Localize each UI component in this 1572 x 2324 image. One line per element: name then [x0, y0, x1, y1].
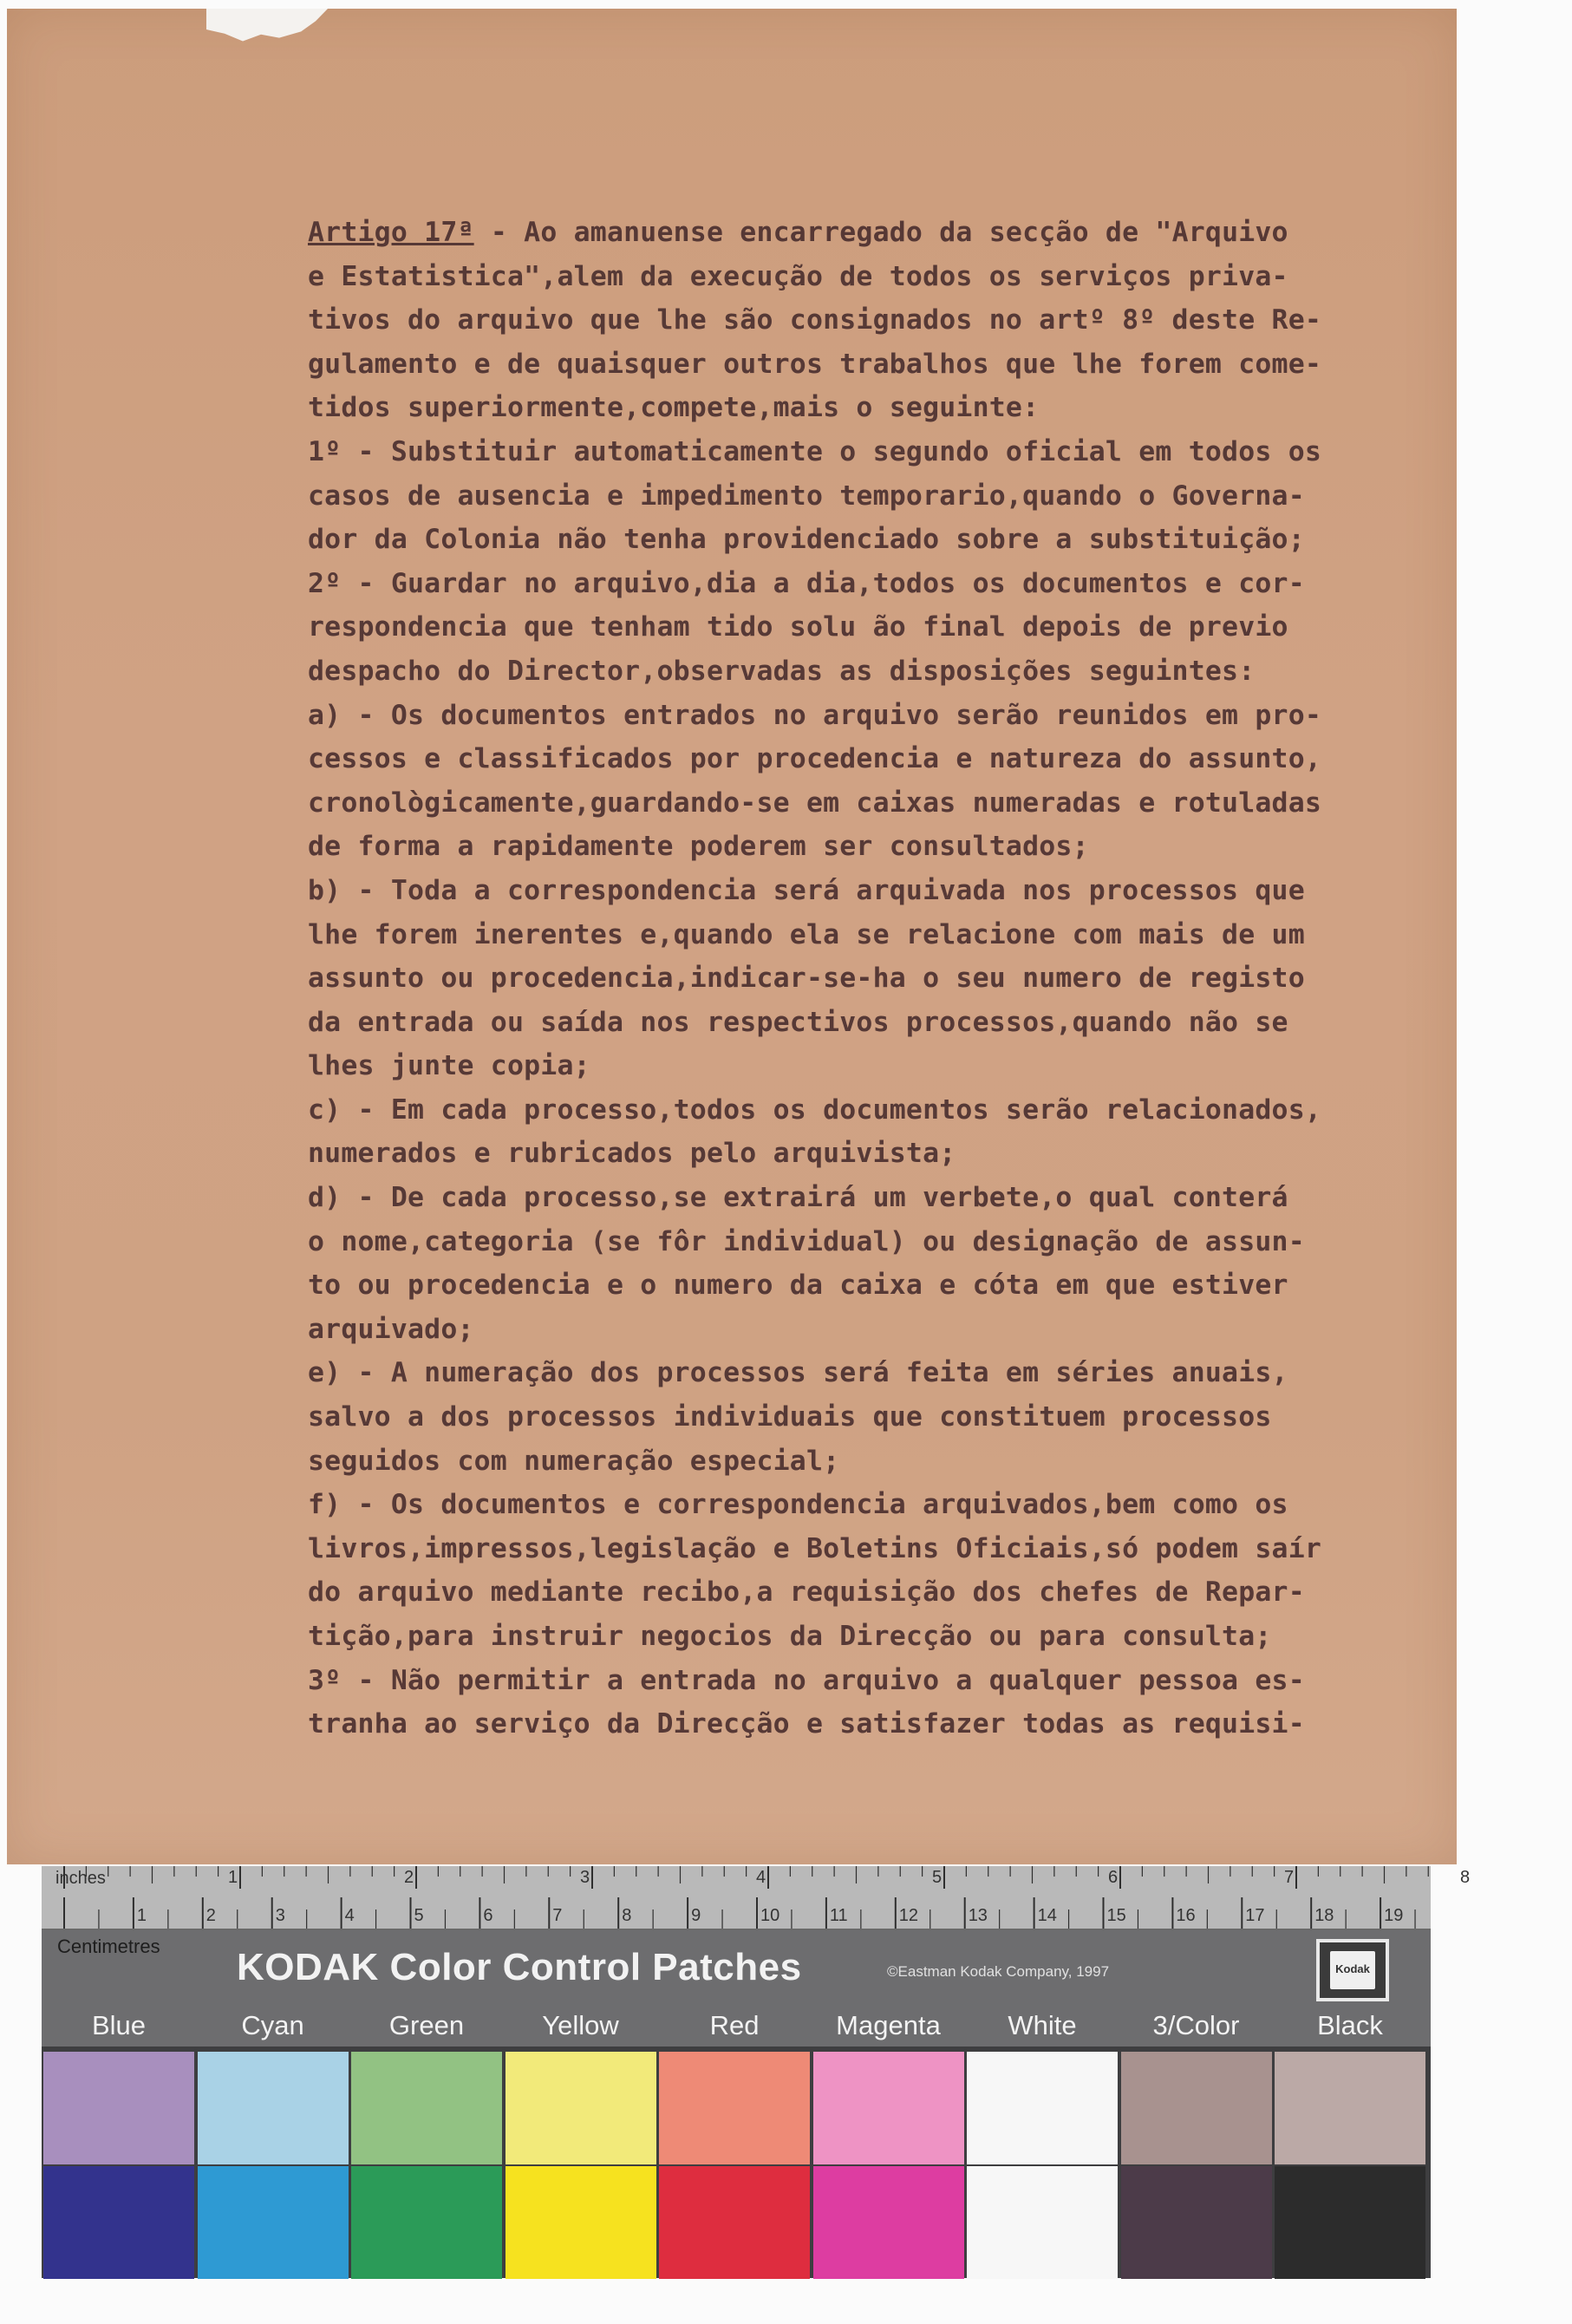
text-line: da entrada ou saída nos respectivos processos,quando não se [308, 1006, 1288, 1038]
color-patch-top [43, 2052, 194, 2164]
text-line: gulamento e de quaisquer outros trabalhos que lhe forem come- [308, 348, 1322, 380]
cm-number: 6 [483, 1906, 493, 1925]
text-line: Artigo 17ª - Ao amanuense encarregado da secção de "Arquivo [308, 217, 1288, 248]
text-line: despacho do Director,observadas as disposições seguintes: [308, 655, 1256, 687]
text-line: d) - De cada processo,se extrairá um verbete,o qual conterá [308, 1182, 1288, 1214]
text-line: cessos e classificados por procedencia e natureza do assunto, [308, 743, 1322, 775]
inch-number: 8 [1460, 1868, 1471, 1887]
cm-number: 18 [1314, 1906, 1334, 1925]
patch-label: Yellow [542, 2010, 619, 2040]
text-line: o nome,categoria (se fôr individual) ou designação de assun- [308, 1225, 1305, 1257]
text-line: e) - A numeração dos processos será feita em séries anuais, [308, 1357, 1288, 1389]
color-patch-bottom [351, 2166, 502, 2279]
text-line: tivos do arquivo que lhe são consignados no artº 8º deste Re- [308, 304, 1322, 336]
patch-label: Green [388, 2010, 465, 2040]
patch-label: Magenta [836, 2010, 941, 2040]
text-line: de forma a rapidamente poderem ser consultados; [308, 831, 1089, 863]
cm-number: 4 [344, 1906, 355, 1925]
text-line: f) - Os documentos e correspondencia arquivados,bem como os [308, 1489, 1288, 1521]
cm-number: 9 [691, 1906, 701, 1925]
text-line: lhes junte copia; [308, 1050, 590, 1082]
card-title: KODAK Color Control Patches [237, 1946, 802, 1988]
patch-label: White [1008, 2010, 1077, 2040]
copyright-text: ©Eastman Kodak Company, 1997 [887, 1963, 1110, 1980]
cm-number: 3 [275, 1906, 285, 1925]
cm-number: 12 [898, 1906, 919, 1925]
color-patch-bottom [659, 2166, 810, 2279]
kodak-logo [1316, 1939, 1389, 2001]
cm-number: 13 [968, 1906, 988, 1925]
color-patch-top [198, 2052, 349, 2164]
torn-corner [206, 9, 328, 50]
color-patch-bottom [1121, 2166, 1272, 2279]
card-header [42, 1930, 1431, 2047]
cm-number: 5 [414, 1906, 424, 1925]
text-line: 1º - Substituir automaticamente o segundo oficial em todos os [308, 435, 1322, 467]
patch-label: Red [709, 2010, 760, 2040]
patch-label: Cyan [241, 2010, 304, 2040]
inches-label: inches [55, 1869, 106, 1888]
text-line: livros,impressos,legislação e Boletins Oficiais,só podem saír [308, 1532, 1322, 1564]
text-line: do arquivo mediante recibo,a requisição dos chefes de Repar- [308, 1577, 1305, 1609]
text-line: to ou procedencia e o numero da caixa e cóta em que estiver [308, 1270, 1288, 1302]
text-line: c) - Em cada processo,todos os documentos serão relacionados, [308, 1093, 1322, 1126]
kodak-color-control-card [42, 1866, 1471, 2278]
text-line: salvo a dos processos individuais que constituem processos [308, 1401, 1272, 1433]
cm-number: 11 [829, 1906, 848, 1925]
inch-number: 3 [580, 1868, 590, 1887]
typewritten-text [308, 211, 1400, 1746]
cm-number: 17 [1245, 1906, 1265, 1925]
color-patch-top [506, 2052, 656, 2164]
text-line: dor da Colonia não tenha providenciado sobre a substituição; [308, 524, 1305, 556]
inch-number: 6 [1108, 1868, 1119, 1887]
centimetres-label: Centimetres [57, 1936, 160, 1957]
inch-number: 1 [228, 1868, 238, 1887]
color-patch-bottom [198, 2166, 349, 2279]
kodak-logo-box [1330, 1951, 1375, 1989]
text-line: numerados e rubricados pelo arquivista; [308, 1138, 956, 1170]
text-line: assunto ou procedencia,indicar-se-ha o seu numero de registo [308, 963, 1305, 995]
cm-number: 7 [552, 1906, 563, 1925]
cm-number: 14 [1037, 1906, 1057, 1925]
text-line: lhe forem inerentes e,quando ela se relacione com mais de um [308, 918, 1305, 950]
inch-number: 5 [932, 1868, 943, 1887]
inch-number: 4 [756, 1868, 766, 1887]
text-line: cronològicamente,guardando-se em caixas numeradas e rotuladas [308, 787, 1322, 819]
text-line: 2º - Guardar no arquivo,dia a dia,todos os documentos e cor- [308, 567, 1305, 599]
text-line: arquivado; [308, 1313, 474, 1345]
patch-label: Blue [91, 2010, 147, 2040]
patch-labels [42, 2010, 1431, 2045]
color-patch-top [351, 2052, 502, 2164]
color-patch-top [1121, 2052, 1272, 2164]
text-line: 3º - Não permitir a entrada no arquivo a qualquer pessoa es- [308, 1664, 1305, 1696]
color-patch-bottom [1275, 2166, 1425, 2279]
article-title: Artigo 17ª [308, 217, 474, 248]
inch-number: 7 [1284, 1868, 1295, 1887]
text-line: e Estatistica",alem da execução de todos os serviços priva- [308, 260, 1288, 292]
color-patch-top [967, 2052, 1118, 2164]
text-line: tidos superiormente,compete,mais o seguinte: [308, 392, 1040, 424]
text-line: a) - Os documentos entrados no arquivo serão reunidos em pro- [308, 699, 1322, 731]
cm-number: 1 [136, 1906, 147, 1925]
text-line: tição,para instruir negocios da Direcção ou para consulta; [308, 1621, 1272, 1652]
inch-ruler [42, 1866, 1471, 1930]
color-patches [42, 2048, 1431, 2278]
patch-label: 3/Color [1152, 2010, 1240, 2040]
color-patch-bottom [43, 2166, 194, 2279]
color-patch-bottom [967, 2166, 1118, 2279]
text-line: respondencia que tenham tido solu ão final depois de previo [308, 611, 1288, 643]
cm-number: 19 [1384, 1906, 1404, 1925]
text-line: casos de ausencia e impedimento temporario,quando o Governa- [308, 480, 1305, 512]
inch-number: 2 [404, 1868, 414, 1887]
cm-number: 10 [760, 1906, 780, 1925]
color-patch-top [659, 2052, 810, 2164]
cm-number: 16 [1176, 1906, 1196, 1925]
cm-number: 8 [622, 1906, 632, 1925]
cm-number: 15 [1106, 1906, 1126, 1925]
color-patch-bottom [506, 2166, 656, 2279]
cm-number: 2 [205, 1906, 216, 1925]
color-patch-top [813, 2052, 964, 2164]
patch-label: Black [1317, 2010, 1383, 2040]
ruler-ticks [42, 1866, 1431, 1929]
text-line: seguidos com numeração especial; [308, 1445, 840, 1477]
color-patch-bottom [813, 2166, 964, 2279]
text-line: tranha ao serviço da Direcção e satisfazer todas as requisi- [308, 1708, 1305, 1740]
kodak-logo-text: Kodak [1335, 1962, 1370, 1975]
color-patch-top [1275, 2052, 1425, 2164]
text-line: b) - Toda a correspondencia será arquivada nos processos que [308, 874, 1305, 906]
